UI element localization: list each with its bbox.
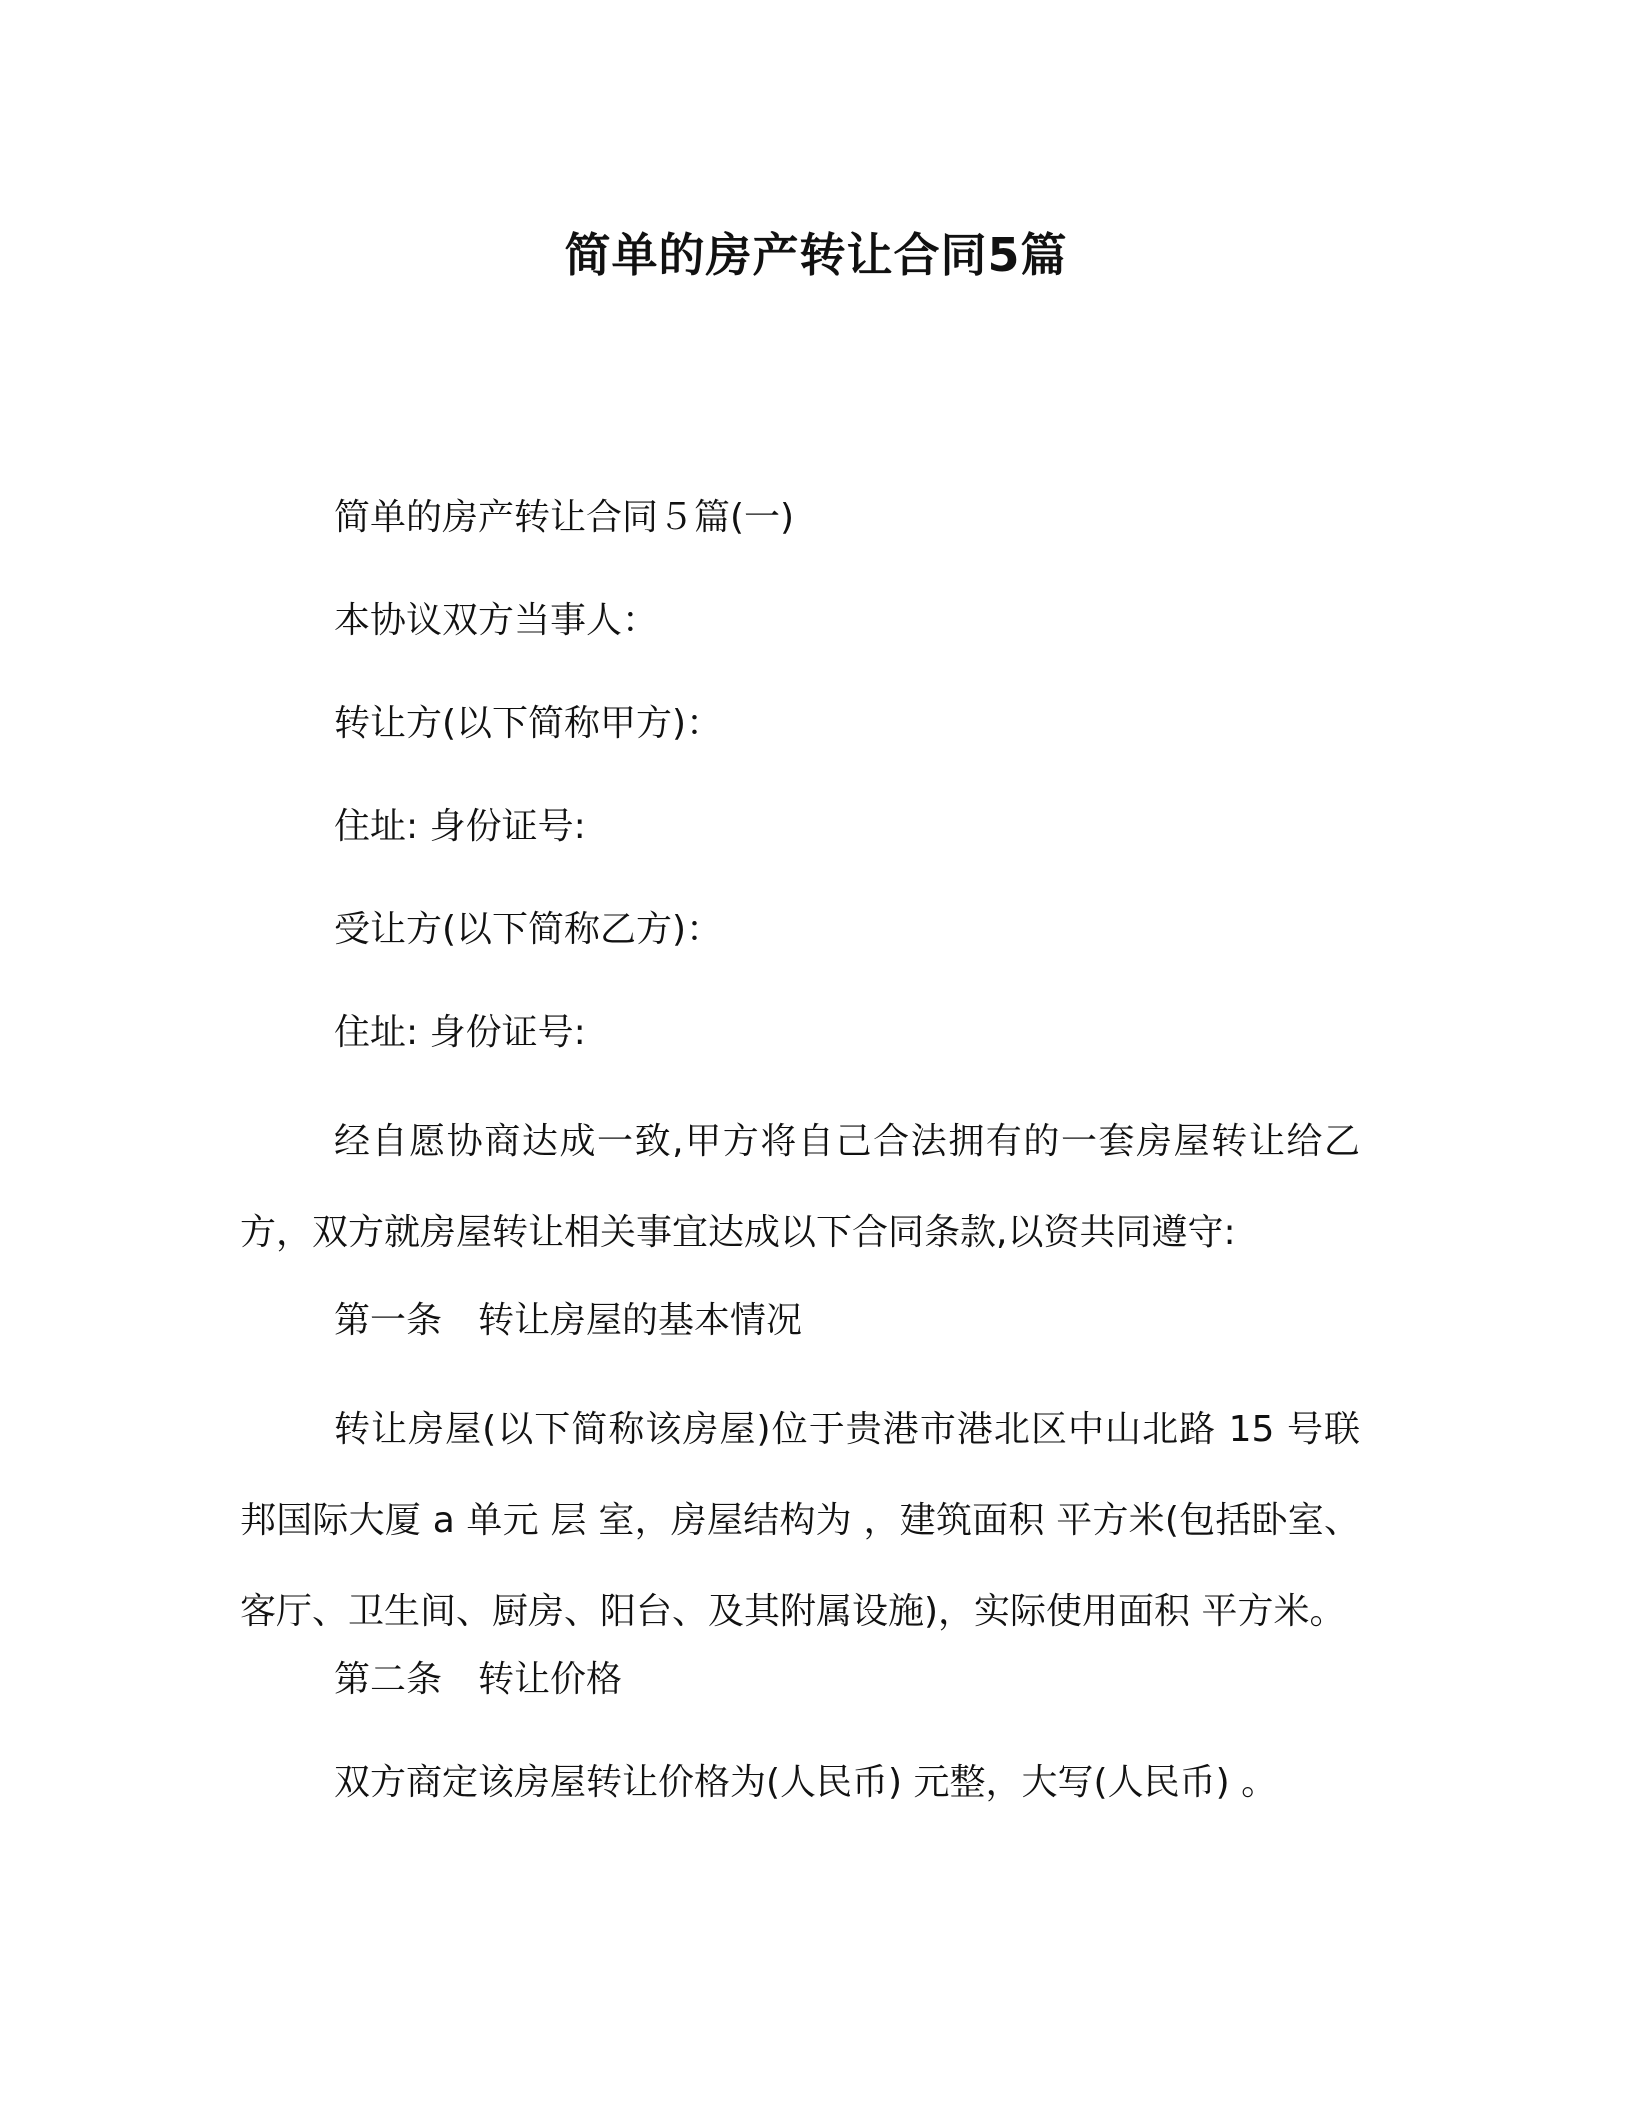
preamble-paragraph: 经自愿协商达成一致,甲方将自己合法拥有的一套房屋转让给乙方，双方就房屋转让相关事宜达成以下合同条款,以资共同遵守: — [240, 1121, 1360, 1253]
article-1-paragraph: 转让房屋(以下简称该房屋)位于贵港市港北区中山北路 15 号联邦国际大厦 a 单元 层 室，房屋结构为 ，建筑面积 平方米(包括卧室、客厅、卫生间、厨房、阳台、及其附属设施)，实际使用面积 平方米。 — [240, 1409, 1360, 1632]
document-title: 简单的房产转让合同5篇 — [564, 228, 1068, 282]
parties-intro: 本协议双方当事人： — [334, 600, 659, 641]
party-a-address-line: 住址: 身份证号: — [334, 806, 586, 847]
party-b-address-line: 住址: 身份证号: — [334, 1012, 586, 1053]
party-b-line: 受让方(以下简称乙方)： — [334, 909, 723, 950]
article-2-heading: 第二条 转让价格 — [334, 1659, 623, 1700]
article-1-heading: 第一条 转让房屋的基本情况 — [334, 1300, 803, 1341]
article-2-paragraph: 双方商定该房屋转让价格为(人民币) 元整，大写(人民币) 。 — [334, 1762, 1278, 1803]
party-a-line: 转让方(以下简称甲方)： — [334, 703, 723, 744]
contract-subtitle: 简单的房产转让合同５篇(一) — [334, 497, 795, 538]
